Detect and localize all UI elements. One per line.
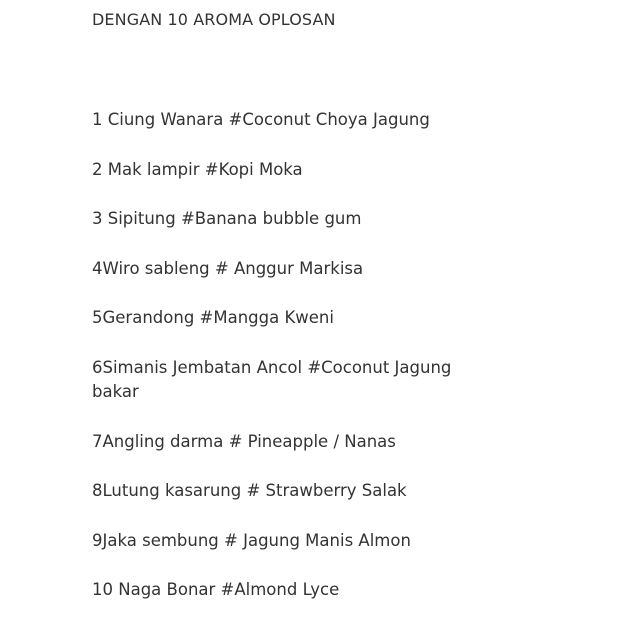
list-item: 8Lutung kasarung # Strawberry Salak [92,481,407,500]
list-item: 4Wiro sableng # Anggur Markisa [92,258,364,278]
list-item: 2 Mak lampir #Kopi Moka [92,159,303,179]
list-item: 6Simanis Jembatan Ancol #Coconut Jagung bakar [92,357,452,401]
list-item: 10 Naga Bonar #Almond Lyce [92,580,340,599]
document-heading: DENGAN 10 AROMA OPLOSAN [92,10,336,29]
list-item: 9Jaka sembung # Jagung Manis Almon [92,530,411,550]
list-item: 1 Ciung Wanara #Coconut Choya Jagung [92,110,430,129]
list-item: 3 Sipitung #Banana bubble gum [92,209,362,228]
list-item: 5Gerandong #Mangga Kweni [92,308,334,327]
aroma-list [92,108,492,628]
list-item: 7Angling darma # Pineapple / Nanas [92,431,396,451]
